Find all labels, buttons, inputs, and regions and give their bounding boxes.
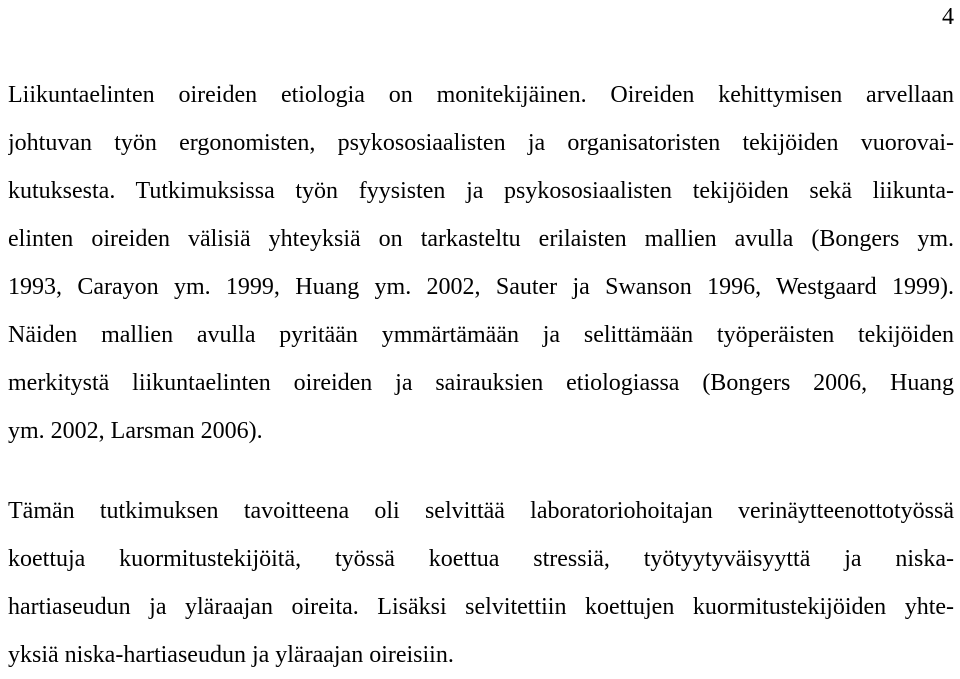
page-number: 4 bbox=[942, 4, 954, 30]
text-line: ym. 2002, Larsman 2006). bbox=[8, 418, 263, 444]
text-line: kutuksesta. Tutkimuksissa työn fyysisten ja psykososiaalisten tekijöiden sekä liikunta- bbox=[8, 178, 954, 204]
paragraph-etiology bbox=[8, 71, 954, 455]
text-line: Näiden mallien avulla pyritään ymmärtämään ja selittämään työperäisten tekijöiden bbox=[8, 322, 954, 348]
text-line: johtuvan työn ergonomisten, psykososiaalisten ja organisatoristen tekijöiden vuorovai- bbox=[8, 130, 954, 156]
text-line: hartiaseudun ja yläraajan oireita. Lisäksi selvitettiin koettujen kuormitustekijöiden yhte- bbox=[8, 594, 954, 620]
text-line: Liikuntaelinten oireiden etiologia on monitekijäinen. Oireiden kehittymisen arvellaan bbox=[8, 82, 954, 108]
text-line: yksiä niska-hartiaseudun ja yläraajan oireisiin. bbox=[8, 642, 454, 668]
text-line: elinten oireiden välisiä yhteyksiä on tarkasteltu erilaisten mallien avulla (Bongers ym. bbox=[8, 226, 954, 252]
text-line: merkitystä liikuntaelinten oireiden ja sairauksien etiologiassa (Bongers 2006, Huang bbox=[8, 370, 954, 396]
text-line: koettuja kuormitustekijöitä, työssä koettua stressiä, työtyytyväisyyttä ja niska- bbox=[8, 546, 954, 572]
text-line: Tämän tutkimuksen tavoitteena oli selvittää laboratoriohoitajan verinäytteenottotyössä bbox=[8, 498, 954, 524]
text-line: 1993, Carayon ym. 1999, Huang ym. 2002, Sauter ja Swanson 1996, Westgaard 1999). bbox=[8, 274, 954, 300]
paragraph-study-aim bbox=[8, 487, 954, 679]
